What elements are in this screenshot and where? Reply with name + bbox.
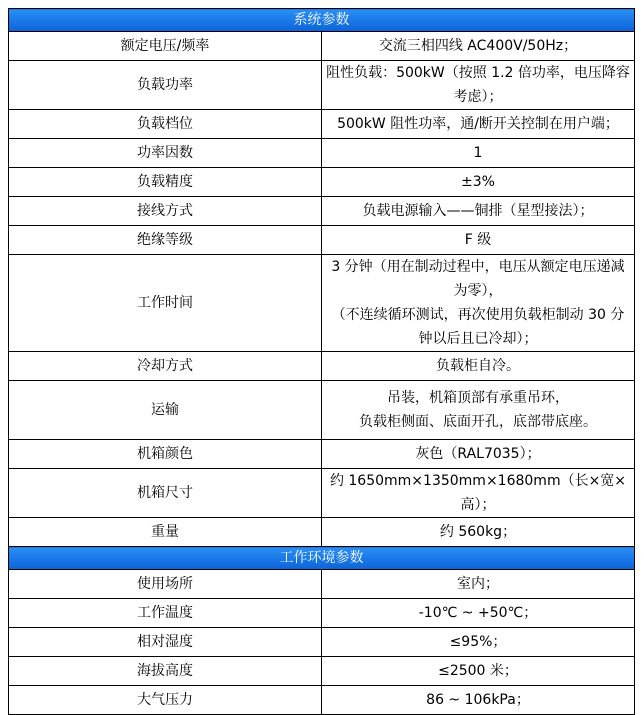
table-row	[9, 32, 635, 61]
param-value	[322, 139, 635, 168]
param-label: 重量	[9, 518, 322, 547]
param-value-line: 灰色（RAL7035）；	[415, 446, 541, 462]
table-row	[9, 440, 635, 469]
param-value-line: 室内；	[457, 576, 499, 592]
param-value	[322, 381, 635, 440]
param-value-line: （不连续循环测试，再次使用负载柜制动 30 分钟以后且已冷却）；	[331, 307, 625, 347]
param-label: 工作时间	[9, 255, 322, 352]
param-label: 海拔高度	[9, 657, 322, 686]
param-value	[322, 628, 635, 657]
param-value-line: 负载柜自冷。	[436, 358, 520, 374]
section-header	[9, 547, 635, 570]
table-row	[9, 255, 635, 352]
param-value	[322, 599, 635, 628]
param-value-line: 负载电源输入——铜排（星型接法）；	[362, 203, 594, 219]
param-label: 使用场所	[9, 570, 322, 599]
param-value	[322, 168, 635, 197]
table-row	[9, 168, 635, 197]
param-value-line: ±3%	[461, 174, 495, 190]
param-value	[322, 61, 635, 110]
param-value	[322, 352, 635, 381]
param-value-line: 1	[473, 145, 483, 161]
param-value-line: 交流三相四线 AC400V/50Hz；	[378, 38, 578, 54]
table-row	[9, 570, 635, 599]
param-value-line: 阻性负载：500kW（按照 1.2 倍功率，电压降容考虑）；	[326, 65, 630, 105]
table-row	[9, 469, 635, 518]
section-title: 系统参数	[9, 9, 635, 32]
section-title: 工作环境参数	[9, 547, 635, 570]
table-row	[9, 110, 635, 139]
param-value	[322, 518, 635, 547]
param-value-line: 3 分钟（用在制动过程中，电压从额定电压递减为零），	[331, 259, 625, 299]
param-value-line: ≤2500 米；	[438, 663, 518, 679]
param-label: 机箱尺寸	[9, 469, 322, 518]
param-value	[322, 110, 635, 139]
param-value-line: F 级	[464, 232, 492, 248]
table-row	[9, 197, 635, 226]
param-value	[322, 657, 635, 686]
param-label: 运输	[9, 381, 322, 440]
table-row	[9, 139, 635, 168]
param-value	[322, 440, 635, 469]
param-label: 接线方式	[9, 197, 322, 226]
table-row	[9, 657, 635, 686]
param-value	[322, 686, 635, 715]
table-row	[9, 352, 635, 381]
spec-table	[8, 8, 635, 715]
spec-table-body	[9, 9, 635, 715]
table-row	[9, 628, 635, 657]
param-value-line: 500kW 阻性功率，通/断开关控制在用户端；	[337, 116, 619, 132]
param-label: 功率因数	[9, 139, 322, 168]
table-row	[9, 226, 635, 255]
param-value-line: 约 560kg；	[439, 524, 517, 540]
param-value	[322, 469, 635, 518]
table-row	[9, 518, 635, 547]
param-label: 机箱颜色	[9, 440, 322, 469]
param-value-line: 86 ~ 106kPa；	[426, 692, 530, 708]
param-label: 负载档位	[9, 110, 322, 139]
param-value	[322, 197, 635, 226]
param-label: 额定电压/频率	[9, 32, 322, 61]
section-header	[9, 9, 635, 32]
param-value-line: -10℃ ~ +50℃；	[418, 605, 538, 621]
param-value	[322, 255, 635, 352]
param-value-line: 负载柜侧面、底面开孔，底部带底座。	[359, 414, 597, 430]
param-label: 负载精度	[9, 168, 322, 197]
table-row	[9, 61, 635, 110]
param-label: 冷却方式	[9, 352, 322, 381]
param-label: 工作温度	[9, 599, 322, 628]
table-row	[9, 381, 635, 440]
param-label: 绝缘等级	[9, 226, 322, 255]
param-label: 大气压力	[9, 686, 322, 715]
param-label: 相对湿度	[9, 628, 322, 657]
table-row	[9, 686, 635, 715]
param-value	[322, 570, 635, 599]
param-label: 负载功率	[9, 61, 322, 110]
param-value	[322, 32, 635, 61]
param-value-line: 吊装，机箱顶部有承重吊环，	[387, 390, 569, 406]
param-value-line: 约 1650mm×1350mm×1680mm（长×宽×高）；	[329, 473, 627, 513]
table-row	[9, 599, 635, 628]
param-value-line: ≤95%；	[449, 634, 507, 650]
param-value	[322, 226, 635, 255]
